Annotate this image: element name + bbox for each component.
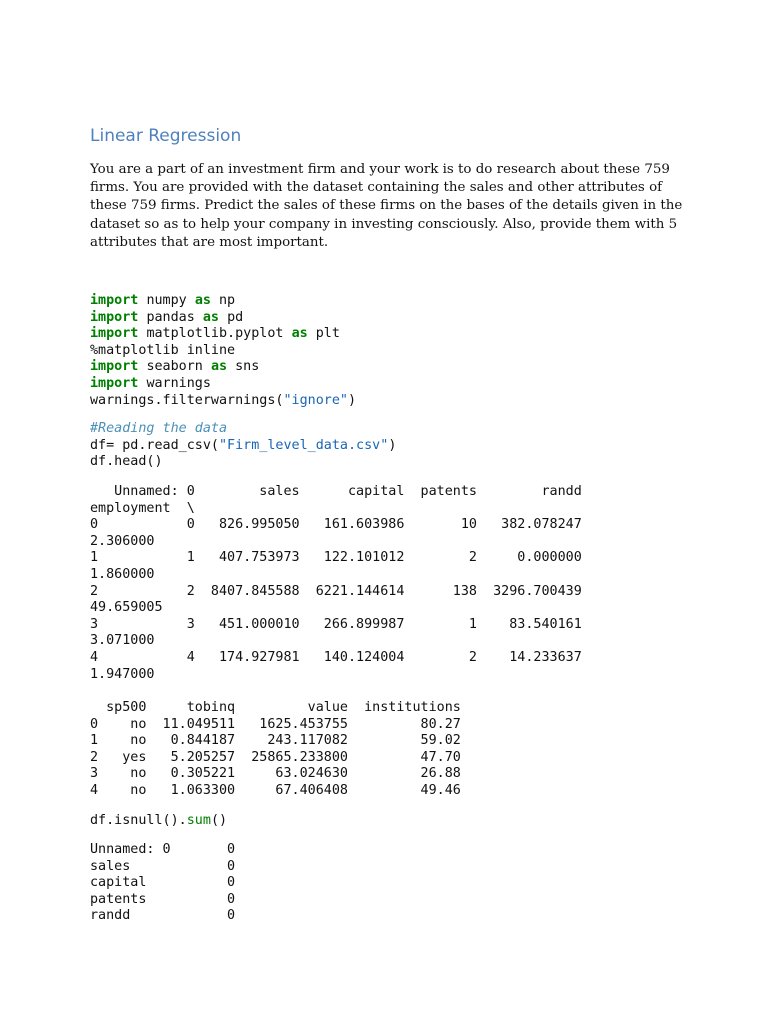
output-line: 0 0 826.995050 161.603986 10 382.078247: [90, 517, 582, 533]
code-comment: #Reading the data: [90, 421, 228, 436]
head-call: df.head(): [90, 454, 163, 470]
string-literal: "Firm_level_data.csv": [219, 437, 389, 453]
module-alias: plt: [315, 326, 340, 342]
keyword: as: [202, 309, 219, 325]
head-output-table-1: [90, 484, 582, 683]
keyword: import: [90, 375, 139, 391]
output-line: 2.306000: [90, 533, 155, 549]
output-line: Unnamed: 0 0: [90, 842, 236, 857]
output-line: patents 0: [90, 891, 236, 907]
output-line: capital 0: [90, 875, 236, 891]
module-name: seaborn: [146, 359, 203, 375]
output-line: 4 no 1.063300 67.406408 49.46: [90, 782, 461, 798]
output-line: 3 3 451.000010 266.899987 1 83.540161: [90, 616, 582, 632]
output-line: Unnamed: 0 sales capital patents randd: [90, 484, 582, 499]
keyword: import: [90, 326, 139, 342]
keyword: import: [90, 309, 139, 325]
output-line: 3 no 0.305221 63.024630 26.88: [90, 766, 461, 782]
isnull-call: df.isnull().: [90, 813, 187, 828]
module-name: warnings: [146, 375, 211, 391]
output-line: 4 4 174.927981 140.124004 2 14.233637: [90, 649, 582, 665]
output-line: 1.860000: [90, 566, 155, 582]
isnull-output: [90, 842, 235, 925]
call-close: (): [210, 813, 228, 828]
isnull-cell: [90, 813, 227, 830]
output-line: sales 0: [90, 858, 236, 874]
magic-command: %matplotlib inline: [90, 342, 236, 358]
module-alias: pd: [227, 309, 244, 325]
intro-paragraph: You are a part of an investment firm and your work is to do research about these 759 firms. You are provided with the dataset containing the sales and other attributes of these 759 firms. Predict the sales of these firms on the bases of the details given in the dataset so as to help your company in investing consciously. Also, provide them with 5 attributes that are most important.: [90, 162, 683, 250]
sum-function: sum: [186, 813, 211, 828]
module-name: matplotlib.pyplot: [146, 326, 284, 342]
head-output-table-2: [90, 700, 461, 800]
call-close: ): [347, 392, 357, 408]
keyword: as: [291, 326, 308, 342]
output-line: sp500 tobinq value institutions: [90, 700, 461, 715]
read-data-cell: [90, 421, 396, 471]
function-call: warnings.filterwarnings(: [90, 392, 284, 408]
output-line: 1.947000: [90, 666, 155, 682]
import-cell: [90, 293, 356, 409]
module-name: numpy: [146, 293, 187, 308]
module-alias: np: [219, 293, 236, 308]
output-line: 49.659005: [90, 600, 163, 616]
output-line: 2 yes 5.205257 25865.233800 47.70: [90, 749, 461, 765]
page-title: Linear Regression: [90, 126, 242, 146]
module-alias: sns: [235, 359, 260, 375]
output-line: randd 0: [90, 908, 236, 924]
read-csv-call: df= pd.read_csv(: [90, 437, 219, 453]
output-line: 1 1 407.753973 122.101012 2 0.000000: [90, 550, 582, 566]
keyword: as: [210, 359, 228, 375]
output-line: 3.071000: [90, 633, 155, 649]
keyword: as: [194, 293, 211, 308]
output-line: 1 no 0.844187 243.117082 59.02: [90, 733, 461, 749]
output-line: employment \: [90, 500, 195, 516]
module-name: pandas: [146, 309, 195, 325]
keyword: import: [90, 359, 139, 375]
output-line: 0 no 11.049511 1625.453755 80.27: [90, 716, 461, 732]
output-line: 2 2 8407.845588 6221.144614 138 3296.700439: [90, 583, 582, 599]
string-literal: "ignore": [283, 392, 348, 408]
call-close: ): [388, 437, 397, 453]
keyword: import: [90, 293, 139, 308]
